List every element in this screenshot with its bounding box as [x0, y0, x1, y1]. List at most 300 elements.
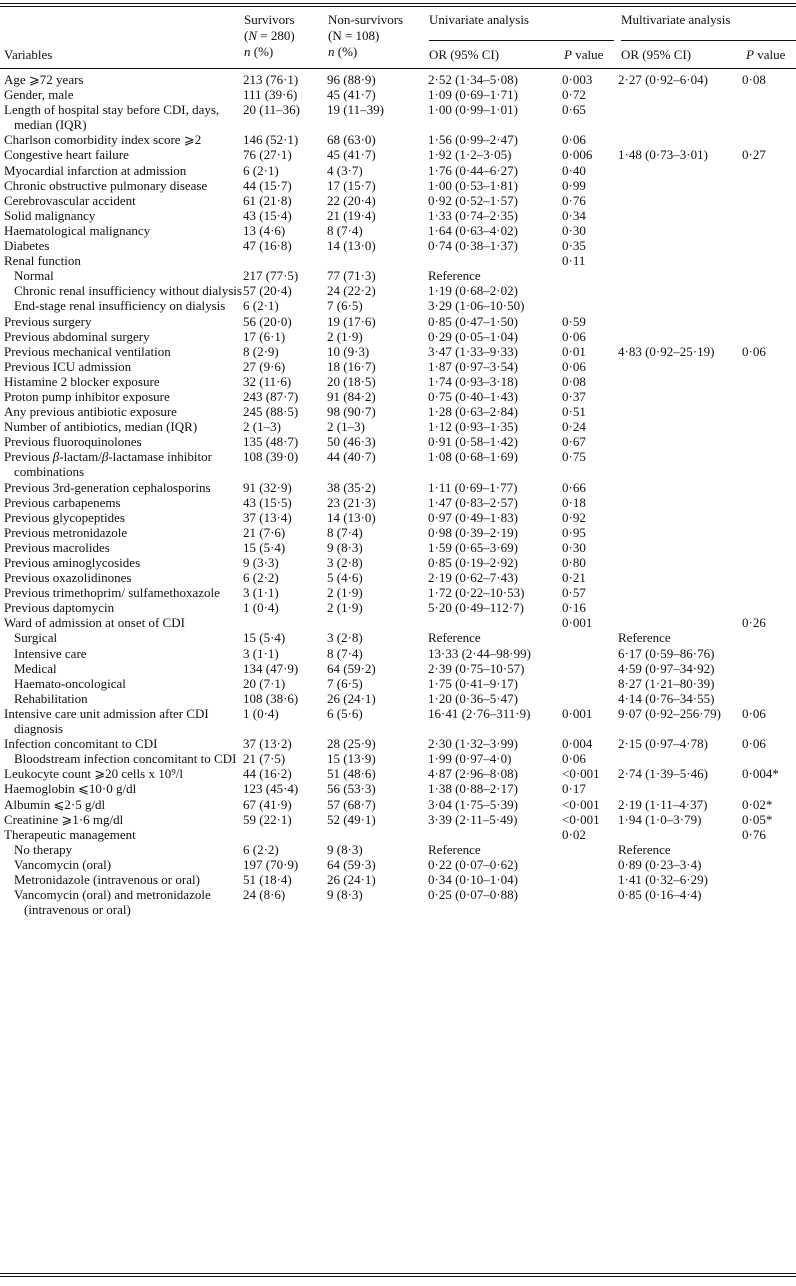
nonsurvivors-cell: 2 (1·9) — [327, 328, 363, 344]
multivariate-p-cell — [742, 449, 796, 479]
variable-cell: Medical — [14, 660, 57, 676]
header-rule — [0, 68, 796, 69]
nonsurvivors-cell: 8 (7·4) — [327, 524, 363, 540]
survivors-cell: 61 (21·8) — [243, 192, 292, 208]
univariate-or-cell: 1·74 (0·93–3·18) — [428, 373, 518, 389]
variable-cell: Any previous antibiotic exposure — [4, 404, 177, 420]
nonsurvivors-cell: 26 (24·1) — [327, 690, 376, 706]
survivors-cell: 51 (18·4) — [243, 871, 292, 887]
multivariate-or-cell — [618, 283, 742, 298]
table-row — [0, 540, 796, 555]
univariate-or-cell: 5·20 (0·49–112·7) — [428, 600, 524, 616]
multivariate-or-cell — [618, 434, 742, 449]
survivors-cell: 27 (9·6) — [243, 358, 286, 374]
univariate-or-cell: 0·85 (0·19–2·92) — [428, 555, 518, 570]
nonsurvivors-cell: 14 (13·0) — [327, 509, 376, 525]
univariate-or-cell: 1·33 (0·74–2·35) — [428, 207, 518, 223]
nonsurvivors-cell: 64 (59·3) — [327, 856, 376, 872]
survivors-cell: 197 (70·9) — [243, 856, 299, 872]
nonsurvivors-cell: 98 (90·7) — [327, 404, 376, 420]
nonsurvivors-cell — [327, 827, 428, 842]
multivariate-or-cell — [618, 238, 742, 253]
nonsurvivors-cell: 3 (2·8) — [327, 555, 363, 570]
table-row — [0, 887, 796, 917]
univariate-p-cell: 0·51 — [562, 404, 586, 420]
variable-cell: Ward of admission at onset of CDI — [4, 615, 185, 631]
multivariate-or-cell: 2·27 (0·92–6·04) — [618, 72, 708, 87]
survivors-cell: 6 (2·2) — [243, 570, 279, 586]
multivariate-or-cell — [618, 208, 742, 223]
p-text: value — [753, 47, 786, 62]
table-row — [0, 872, 796, 887]
multivariate-or-cell — [618, 132, 742, 147]
header-univariate: Univariate analysis — [429, 12, 529, 27]
survivors-cell: 1 (0·4) — [243, 600, 279, 616]
table-row — [0, 842, 796, 857]
univariate-p-cell: 0·95 — [562, 524, 586, 540]
univariate-p-cell: 0·67 — [562, 434, 586, 450]
header-survivors-unit — [244, 44, 273, 59]
table-row — [0, 389, 796, 404]
univariate-or-cell: 2·19 (0·62–7·43) — [428, 570, 518, 586]
univariate-p-cell — [562, 887, 618, 917]
top-rule — [0, 3, 796, 4]
univariate-or-cell: 1·38 (0·88–2·17) — [428, 781, 518, 797]
variable-cell: Myocardial infarction at admission — [4, 162, 187, 178]
univariate-or-cell: 4·87 (2·96–8·08) — [428, 766, 518, 782]
survivors-cell: 146 (52·1) — [243, 132, 299, 148]
multivariate-or-cell — [618, 268, 742, 283]
univariate-p-cell: 0·006 — [562, 147, 593, 163]
table-row — [0, 449, 796, 479]
multivariate-or-cell — [618, 298, 742, 313]
survivors-cell: 76 (27·1) — [243, 147, 292, 163]
nonsurvivors-cell: 5 (4·6) — [327, 570, 363, 586]
multivariate-p-cell — [742, 525, 796, 540]
multivariate-or-cell — [618, 404, 742, 419]
table-row — [0, 268, 796, 283]
nonsurvivors-cell: 10 (9·3) — [327, 343, 370, 359]
univariate-p-cell — [562, 691, 618, 706]
multivariate-or-cell — [618, 419, 742, 434]
survivors-cell: 37 (13·4) — [243, 509, 292, 525]
univariate-p-cell — [562, 630, 618, 645]
univariate-or-cell: 2·39 (0·75–10·57) — [428, 660, 525, 676]
n-value: = 280) — [257, 28, 295, 43]
univariate-or-cell: 1·59 (0·65–3·69) — [428, 539, 518, 555]
variable-cell: Age ⩾72 years — [4, 72, 84, 87]
nonsurvivors-cell: 52 (49·1) — [327, 811, 376, 827]
multivariate-or-cell — [618, 163, 742, 178]
nonsurvivors-cell: 19 (17·6) — [327, 313, 376, 329]
header-nonsurvivors-unit — [328, 44, 357, 59]
multivariate-or-cell: Reference — [618, 841, 671, 857]
multivariate-p-cell — [742, 842, 796, 857]
multivariate-p-cell: 0·26 — [742, 615, 766, 631]
nonsurvivors-cell: 22 (20·4) — [327, 192, 376, 208]
nonsurvivors-cell: 19 (11–39) — [327, 102, 384, 118]
variable-cell: Previous macrolides — [4, 539, 110, 555]
table-row — [0, 510, 796, 525]
nonsurvivors-cell: 64 (59·2) — [327, 660, 376, 676]
univariate-or-cell: 13·33 (2·44–98·99) — [428, 645, 531, 661]
table-row — [0, 87, 796, 102]
univariate-p-cell: 0·21 — [562, 570, 586, 586]
n-symbol: N — [248, 28, 258, 43]
univariate-or-cell: 1·56 (0·99–2·47) — [428, 132, 518, 148]
p-symbol: P — [564, 47, 572, 62]
header-univariate-p — [564, 47, 603, 62]
nonsurvivors-cell: 18 (16·7) — [327, 358, 376, 374]
variable-cell: Previous 3rd-generation cephalosporins — [4, 479, 211, 495]
table-row — [0, 766, 796, 781]
multivariate-p-cell — [742, 253, 796, 268]
variable-cell: Haematological malignancy — [4, 222, 151, 238]
univariate-or-cell: Reference — [428, 268, 481, 284]
univariate-p-cell — [562, 661, 618, 676]
nonsurvivors-cell: 15 (13·9) — [327, 751, 376, 767]
nonsurvivors-cell: 57 (68·7) — [327, 796, 376, 812]
survivors-cell: 15 (5·4) — [243, 630, 286, 646]
univariate-or-cell: 2·30 (1·32–3·99) — [428, 736, 518, 752]
univariate-or-cell: 1·20 (0·36–5·47) — [428, 690, 518, 706]
multivariate-or-cell: 1·41 (0·32–6·29) — [618, 871, 708, 887]
univariate-or-cell: 1·92 (1·2–3·05) — [428, 147, 512, 163]
multivariate-or-cell — [618, 102, 742, 132]
variable-cell: Haemato-oncological — [14, 675, 126, 691]
multivariate-p-cell — [742, 781, 796, 796]
nonsurvivors-cell: 45 (41·7) — [327, 147, 376, 163]
survivors-cell: 3 (1·1) — [243, 585, 279, 601]
univariate-p-cell: 0·75 — [562, 449, 586, 465]
survivors-cell: 134 (47·9) — [243, 660, 299, 676]
table-row — [0, 374, 796, 389]
univariate-or-cell: 16·41 (2·76–311·9) — [428, 705, 531, 721]
survivors-cell: 20 (7·1) — [243, 675, 286, 691]
nonsurvivors-cell — [327, 615, 428, 630]
multivariate-p-cell: 0·004* — [742, 766, 779, 782]
multivariate-p-cell — [742, 872, 796, 887]
variable-cell: Haemoglobin ⩽10·0 g/dl — [4, 781, 137, 797]
univariate-or-cell: 1·08 (0·68–1·69) — [428, 449, 518, 465]
table-row — [0, 223, 796, 238]
nonsurvivors-cell: 2 (1–3) — [327, 419, 365, 435]
univariate-p-cell: <0·001 — [562, 766, 600, 782]
multivariate-p-cell — [742, 646, 796, 661]
univariate-p-cell: 0·72 — [562, 87, 586, 103]
survivors-cell: 57 (20·4) — [243, 283, 292, 299]
n-symbol: n — [244, 44, 251, 59]
nonsurvivors-cell: 9 (8·3) — [327, 539, 363, 555]
multivariate-p-cell — [742, 630, 796, 645]
table-row — [0, 751, 796, 766]
results-table — [0, 72, 796, 917]
univariate-p-cell — [562, 283, 618, 298]
survivors-cell: 245 (88·5) — [243, 404, 299, 420]
univariate-p-cell: 0·92 — [562, 509, 586, 525]
survivors-cell: 21 (7·5) — [243, 751, 286, 767]
multivariate-p-cell — [742, 751, 796, 766]
unit-text: (%) — [334, 44, 358, 59]
nonsurvivors-cell: 17 (15·7) — [327, 177, 376, 193]
univariate-or-cell: 0·91 (0·58–1·42) — [428, 434, 518, 450]
header-survivors: Survivors — [244, 12, 295, 27]
survivors-cell: 21 (7·6) — [243, 524, 286, 540]
nonsurvivors-cell: 2 (1·9) — [327, 585, 363, 601]
variable-cell: Vancomycin (oral) and metronidazole (intravenous or oral) — [14, 887, 211, 918]
univariate-or-cell: 3·47 (1·33–9·33) — [428, 343, 518, 359]
multivariate-p-cell — [742, 329, 796, 344]
survivors-cell: 2 (1–3) — [243, 419, 281, 435]
table-row — [0, 283, 796, 298]
multivariate-or-cell — [618, 449, 742, 479]
table-row — [0, 147, 796, 162]
variable-cell: Previous aminoglycosides — [4, 555, 141, 570]
variable-cell: Intensive care — [14, 645, 87, 661]
nonsurvivors-cell: 23 (21·3) — [327, 494, 376, 510]
univariate-or-cell: 1·19 (0·68–2·02) — [428, 283, 518, 299]
header-multivariate: Multivariate analysis — [621, 12, 731, 27]
table-row — [0, 193, 796, 208]
survivors-cell: 8 (2·9) — [243, 343, 279, 359]
univariate-or-cell: Reference — [428, 841, 481, 857]
survivors-cell: 108 (38·6) — [243, 690, 299, 706]
multivariate-or-cell — [618, 751, 742, 766]
univariate-p-cell: 0·003 — [562, 72, 593, 87]
multivariate-p-cell — [742, 163, 796, 178]
multivariate-p-cell — [742, 419, 796, 434]
multivariate-or-cell: 4·59 (0·97–34·92) — [618, 660, 715, 676]
multivariate-or-cell: 8·27 (1·21–80·39) — [618, 675, 715, 691]
survivors-cell: 32 (11·6) — [243, 373, 292, 389]
univariate-p-cell: 0·004 — [562, 736, 593, 752]
univariate-or-cell — [428, 827, 562, 842]
n-symbol: n — [328, 44, 335, 59]
survivors-cell: 217 (77·5) — [243, 268, 299, 284]
multivariate-or-cell: 6·17 (0·59–86·76) — [618, 645, 715, 661]
multivariate-p-cell — [742, 102, 796, 132]
variable-cell: Normal — [14, 268, 54, 284]
variable-cell: Length of hospital stay before CDI, days, median (IQR) — [4, 102, 220, 133]
table-row — [0, 646, 796, 661]
table-row — [0, 661, 796, 676]
survivors-cell: 43 (15·5) — [243, 494, 292, 510]
survivors-cell: 6 (2·1) — [243, 298, 279, 314]
survivors-cell: 44 (16·2) — [243, 766, 292, 782]
multivariate-or-cell — [618, 253, 742, 268]
nonsurvivors-cell: 6 (5·6) — [327, 705, 363, 721]
multivariate-p-cell — [742, 661, 796, 676]
multivariate-p-cell — [742, 87, 796, 102]
univariate-or-cell: 1·11 (0·69–1·77) — [428, 479, 518, 495]
variable-cell: Chronic obstructive pulmonary disease — [4, 177, 208, 193]
variable-cell: Metronidazole (intravenous or oral) — [14, 871, 200, 887]
univariate-p-cell: <0·001 — [562, 796, 600, 812]
table-row — [0, 238, 796, 253]
nonsurvivors-cell: 21 (19·4) — [327, 207, 376, 223]
variable-cell: Bloodstream infection concomitant to CDI — [14, 751, 237, 767]
multivariate-or-cell: 2·15 (0·97–4·78) — [618, 736, 708, 752]
univariate-p-cell: <0·001 — [562, 811, 600, 827]
p-symbol: P — [746, 47, 754, 62]
variable-cell: Infection concomitant to CDI — [4, 736, 158, 752]
table-row — [0, 178, 796, 193]
multivariate-p-cell — [742, 887, 796, 917]
header-nonsurvivors-n: (N = 108) — [328, 28, 380, 43]
multivariate-p-cell — [742, 540, 796, 555]
variable-cell: Number of antibiotics, median (IQR) — [4, 419, 198, 435]
nonsurvivors-cell: 8 (7·4) — [327, 222, 363, 238]
nonsurvivors-cell: 45 (41·7) — [327, 87, 376, 103]
nonsurvivors-cell: 96 (88·9) — [327, 72, 376, 87]
univariate-or-cell: 1·47 (0·83–2·57) — [428, 494, 518, 510]
multivariate-p-cell — [742, 298, 796, 313]
multivariate-p-cell — [742, 374, 796, 389]
univariate-p-cell: 0·24 — [562, 419, 586, 435]
multivariate-or-cell — [618, 480, 742, 495]
table-row — [0, 480, 796, 495]
univariate-p-cell: 0·11 — [562, 253, 586, 269]
univariate-or-cell: 1·72 (0·22–10·53) — [428, 585, 525, 601]
univariate-or-cell: 0·22 (0·07–0·62) — [428, 856, 518, 872]
table-row — [0, 329, 796, 344]
univariate-p-cell: 0·99 — [562, 177, 586, 193]
univariate-p-cell: 0·66 — [562, 479, 586, 495]
table-row — [0, 736, 796, 751]
table-row — [0, 691, 796, 706]
nonsurvivors-cell: 4 (3·7) — [327, 162, 363, 178]
univariate-p-cell: 0·08 — [562, 373, 586, 389]
table-row — [0, 72, 796, 87]
variable-cell: Proton pump inhibitor exposure — [4, 388, 170, 404]
univariate-or-cell: 1·09 (0·69–1·71) — [428, 87, 518, 103]
survivors-cell: 111 (39·6) — [243, 87, 298, 103]
univariate-p-cell: 0·40 — [562, 162, 586, 178]
multivariate-p-cell — [742, 283, 796, 298]
multivariate-p-cell — [742, 389, 796, 404]
univariate-or-cell: 1·76 (0·44–6·27) — [428, 162, 518, 178]
univariate-p-cell — [562, 298, 618, 313]
multivariate-or-cell — [618, 193, 742, 208]
nonsurvivors-cell: 24 (22·2) — [327, 283, 376, 299]
multivariate-or-cell — [618, 540, 742, 555]
nonsurvivors-cell: 91 (84·2) — [327, 388, 376, 404]
header-variables: Variables — [4, 47, 53, 62]
univariate-or-cell: 3·29 (1·06–10·50) — [428, 298, 525, 314]
survivors-cell: 47 (16·8) — [243, 238, 292, 254]
table-row — [0, 253, 796, 268]
multivariate-or-cell: 4·14 (0·76–34·55) — [618, 690, 715, 706]
multivariate-p-cell — [742, 600, 796, 615]
survivors-cell — [243, 827, 327, 842]
table-row — [0, 585, 796, 600]
variable-cell: Cerebrovascular accident — [4, 192, 136, 208]
top-rule-2 — [0, 6, 796, 7]
multivariate-or-cell — [618, 600, 742, 615]
multivariate-or-cell: 0·89 (0·23–3·4) — [618, 856, 702, 872]
variable-cell: Histamine 2 blocker exposure — [4, 373, 160, 389]
nonsurvivors-cell: 38 (35·2) — [327, 479, 376, 495]
multivariate-or-cell: 2·74 (1·39–5·46) — [618, 766, 708, 782]
survivors-cell: 56 (20·0) — [243, 313, 292, 329]
table-row — [0, 132, 796, 147]
univariate-p-cell — [562, 872, 618, 887]
univariate-or-cell: 1·28 (0·63–2·84) — [428, 404, 518, 420]
table-row — [0, 344, 796, 359]
multivariate-or-cell — [618, 389, 742, 404]
univariate-or-cell: 1·64 (0·63–4·02) — [428, 222, 518, 238]
survivors-cell: 108 (39·0) — [243, 449, 299, 465]
table-row — [0, 419, 796, 434]
survivors-cell: 3 (1·1) — [243, 645, 279, 661]
multivariate-p-cell — [742, 676, 796, 691]
univariate-or-cell: 0·34 (0·10–1·04) — [428, 871, 518, 887]
survivors-cell: 91 (32·9) — [243, 479, 292, 495]
univariate-or-cell — [428, 253, 562, 268]
nonsurvivors-cell: 2 (1·9) — [327, 600, 363, 616]
univariate-p-cell: 0·06 — [562, 132, 586, 148]
survivors-cell: 20 (11–36) — [243, 102, 300, 118]
multivariate-or-cell — [618, 223, 742, 238]
bottom-rule-2 — [0, 1276, 796, 1277]
table-row — [0, 797, 796, 812]
variable-cell: Vancomycin (oral) — [14, 856, 112, 872]
multivariate-p-cell — [742, 238, 796, 253]
multivariate-p-cell — [742, 193, 796, 208]
variable-cell: Gender, male — [4, 87, 74, 103]
univariate-rule — [429, 40, 614, 41]
p-text: value — [571, 47, 604, 62]
multivariate-p-cell — [742, 132, 796, 147]
multivariate-p-cell: 0·05* — [742, 811, 773, 827]
variable-cell: Therapeutic management — [4, 826, 136, 842]
univariate-p-cell: 0·17 — [562, 781, 586, 797]
nonsurvivors-cell: 44 (40·7) — [327, 449, 376, 465]
multivariate-p-cell: 0·02* — [742, 796, 773, 812]
multivariate-p-cell: 0·08 — [742, 72, 766, 87]
variable-cell: Renal function — [4, 253, 81, 269]
multivariate-p-cell — [742, 480, 796, 495]
variable-cell: Albumin ⩽2·5 g/dl — [4, 796, 106, 812]
univariate-or-cell: 0·75 (0·40–1·43) — [428, 388, 518, 404]
univariate-p-cell: 0·57 — [562, 585, 586, 601]
variable-cell: Creatinine ⩾1·6 mg/dl — [4, 811, 124, 827]
survivors-cell — [243, 615, 327, 630]
header-nonsurvivors: Non-survivors — [328, 12, 404, 27]
multivariate-or-cell — [618, 359, 742, 374]
variable-cell: Previous β-lactam/β-lactamase inhibitor combinations — [4, 449, 212, 480]
multivariate-p-cell — [742, 404, 796, 419]
nonsurvivors-cell: 7 (6·5) — [327, 298, 363, 314]
multivariate-or-cell — [618, 178, 742, 193]
univariate-p-cell: 0·30 — [562, 539, 586, 555]
table-row — [0, 706, 796, 736]
univariate-or-cell: 0·85 (0·47–1·50) — [428, 313, 518, 329]
multivariate-or-cell — [618, 495, 742, 510]
variable-cell: Charlson comorbidity index score ⩾2 — [4, 132, 202, 148]
survivors-cell: 9 (3·3) — [243, 555, 279, 570]
survivors-cell: 243 (87·7) — [243, 388, 299, 404]
multivariate-or-cell: 2·19 (1·11–4·37) — [618, 796, 708, 812]
univariate-p-cell: 0·01 — [562, 343, 586, 359]
univariate-p-cell: 0·02 — [562, 826, 586, 842]
table-row — [0, 314, 796, 329]
multivariate-or-cell — [618, 525, 742, 540]
univariate-or-cell: 1·99 (0·97–4·0) — [428, 751, 512, 767]
variable-cell: Previous glycopeptides — [4, 509, 125, 525]
multivariate-p-cell — [742, 495, 796, 510]
univariate-or-cell: 0·92 (0·52–1·57) — [428, 192, 518, 208]
